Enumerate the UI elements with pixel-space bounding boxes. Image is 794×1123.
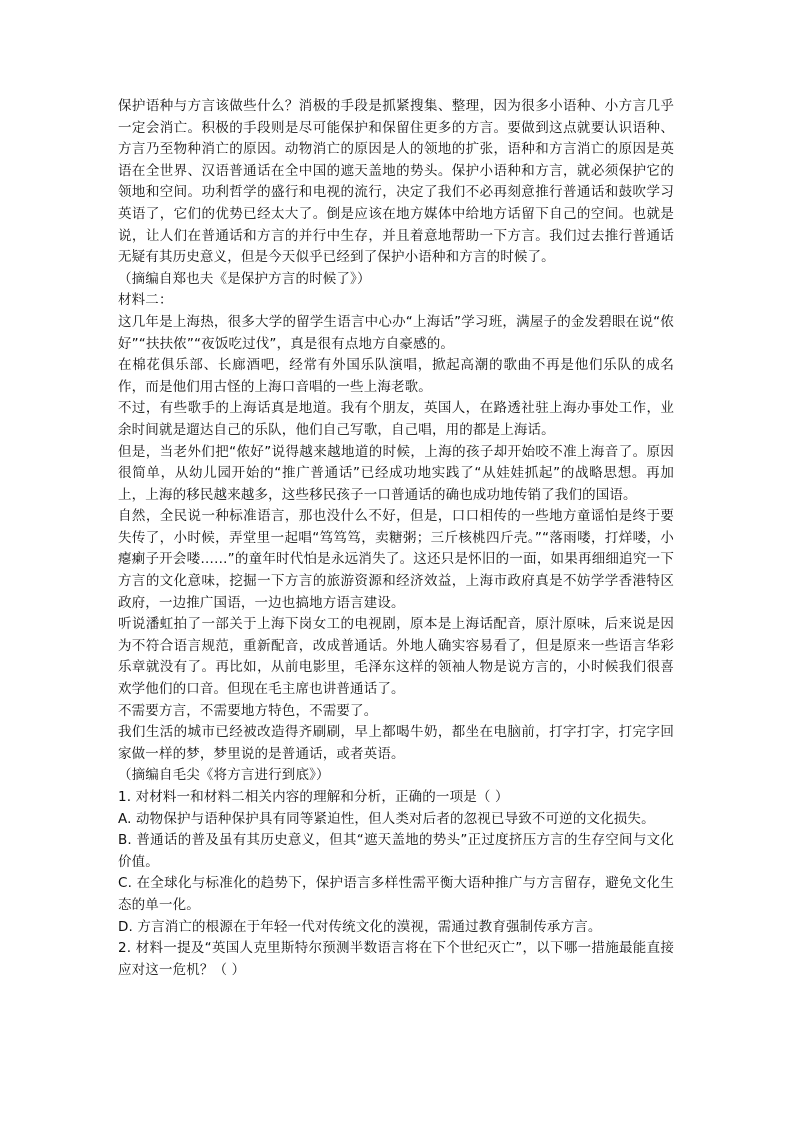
question-1-stem: 1. 对材料一和材料二相关内容的理解和分析，正确的一项是（ ） — [118, 789, 509, 805]
material2-paragraph: 听说潘虹拍了一部关于上海下岗女工的电视剧，原本是上海话配音，原汁原味，后来说是因为不符合语言规范，重新配音，改成普通话。外地人确实容易看了，但是原来一些语言华彩乐章就没有了。再比如，从前电影里，毛泽东这样的领袖人物是说方言的，小时候我们很喜欢学他们的口音。但现在毛主席也讲普通话了。 — [118, 616, 674, 698]
material2-paragraph: 自然，全民说一种标准语言，那也没什么不好，但是，口口相传的一些地方童谣怕是终于要失传了，小时候，弄堂里一起唱“笃笃笃，卖糖粥；三斤核桃四斤壳。”“落雨喽，打烊喽，小瘪瘌子开会喽……”的童年时代怕是永远消失了。这还只是怀旧的一面，如果再细细追究一下方言的文化意味，挖掘一下方言的旅游资源和经济效益，上海市政府真是不妨学学香港特区政府，一边推广国语，一边也搞地方语言建设。 — [118, 508, 674, 611]
material2-paragraph: 我们生活的城市已经被改造得齐刷刷，早上都喝牛奶，都坐在电脑前，打字打字，打完字回家做一样的梦，梦里说的是普通话，或者英语。 — [118, 724, 674, 762]
question-1-option-a: A. 动物保护与语种保护具有同等紧迫性，但人类对后者的忽视已导致不可逆的文化损失。 — [118, 810, 655, 827]
material2-paragraph: 在棉花俱乐部、长廊酒吧，经常有外国乐队演唱，掀起高潮的歌曲不再是他们乐队的成名作，而是他们用古怪的上海口音唱的一些上海老歌。 — [118, 357, 674, 395]
question-1-option-d: D. 方言消亡的根源在于年轻一代对传统文化的漠视，需通过教育强制传承方言。 — [118, 918, 602, 935]
question-2-stem: 2. 材料一提及“英国人克里斯特尔预测半数语言将在下个世纪灭亡”，以下哪一措施最能直接应对这一危机？（ ） — [118, 940, 674, 978]
question-1-option-c: C. 在全球化与标准化的趋势下，保护语言多样性需平衡大语种推广与方言留存，避免文化生态的单一化。 — [118, 875, 674, 913]
material2-paragraph: 这几年是上海热，很多大学的留学生语言中心办“上海话”学习班，满屋子的金发碧眼在说“侬好”“扶扶侬”“夜饭吃过伐”，真是很有点地方自豪感的。 — [118, 313, 674, 352]
material1-paragraph: 保护语种与方言该做些什么？消极的手段是抓紧搜集、整理，因为很多小语种、小方言几乎一定会消亡。积极的手段则是尽可能保护和保留住更多的方言。要做到这点就要认识语种、方言乃至物种消亡的原因。动物消亡的原因是人的领地的扩张，语种和方言消亡的原因是英语在全世界、汉语普通话在全中国的遮天盖地的势头。保护小语种和方言，就必须保护它的领地和空间。功利哲学的盛行和电视的流行，决定了我们不必再刻意推行普通话和鼓吹学习英语了，它们的优势已经太大了。倒是应该在地方媒体中给地方话留下自己的空间。也就是说，让人们在普通话和方言的并行中生存，并且着意地帮助一下方言。我们过去推行普通话无疑有其历史意义，但是今天似乎已经到了保护小语种和方言的时候了。 — [118, 98, 674, 266]
material2-paragraph: 不需要方言，不需要地方特色，不需要了。 — [118, 702, 378, 719]
material2-paragraph: 不过，有些歌手的上海话真是地道。我有个朋友，英国人，在路透社驻上海办事处工作，业余时间就是遛达自己的乐队，他们自己写歌，自己唱，用的都是上海话。 — [118, 400, 674, 438]
material2-source: （摘编自毛尖《将方言进行到底》） — [118, 767, 330, 784]
question-1-option-b: B. 普通话的普及虽有其历史意义，但其“遮天盖地的势头”正过度挤压方言的生存空间与文化价值。 — [118, 832, 674, 870]
material2-label: 材料二： — [118, 292, 173, 309]
document-page — [118, 96, 674, 981]
material1-source: （摘编自郑也夫《是保护方言的时候了》） — [118, 270, 371, 287]
material2-paragraph: 但是，当老外们把“侬好”说得越来越地道的时候，上海的孩子却开始咬不准上海音了。原因很简单，从幼儿园开始的“推广普通话”已经成功地实践了“从娃娃抓起”的战略思想。再加上，上海的移民越来越多，这些移民孩子一口普通话的确也成功地传销了我们的国语。 — [118, 443, 674, 503]
